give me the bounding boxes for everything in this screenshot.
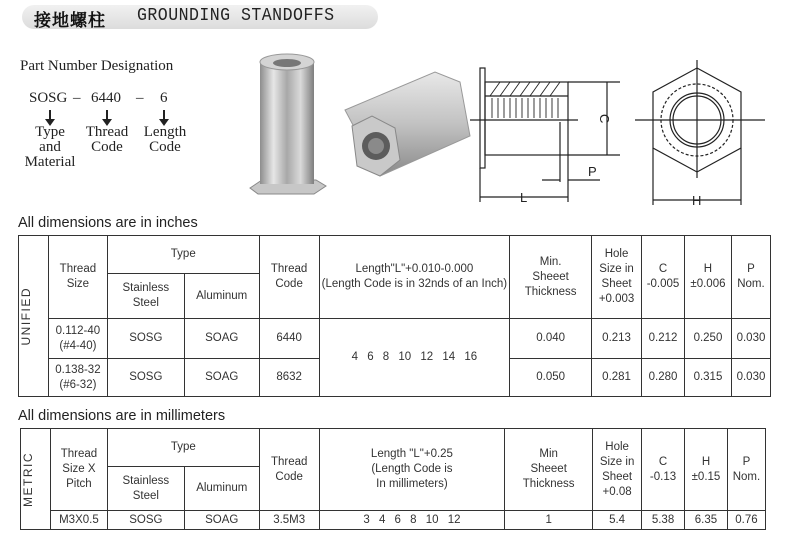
header-h: H ±0.006 (684, 236, 731, 319)
cell-thread-code: 6440 (259, 319, 319, 359)
svg-text:H: H (692, 193, 702, 208)
cell-c: 5.38 (642, 511, 685, 530)
header-length: Length"L"+0.010-0.000 (Length Code is in 32nds of an Inch) (319, 236, 510, 319)
part-number-title: Part Number Designation (20, 58, 174, 74)
pn-separator-2: – (136, 90, 144, 106)
header-stainless: Stainless Steel (107, 467, 184, 511)
pn-label-length: Length Code (143, 124, 187, 155)
cell-p: 0.030 (731, 319, 770, 359)
header-thread-size: Thread Size X Pitch (50, 429, 107, 511)
table-row (19, 319, 771, 359)
header-h: H ±0.15 (685, 429, 728, 511)
header-hole-size: Hole Size in Sheet +0.08 (593, 429, 642, 511)
header-aluminum: Aluminum (184, 467, 259, 511)
arrow-down-icon (106, 110, 108, 120)
standoff-photo (230, 48, 475, 208)
side-label-cell: UNIFIED (19, 236, 49, 397)
cell-h: 0.250 (684, 319, 731, 359)
side-label-cell: METRIC (21, 429, 51, 530)
header-thread-size: Thread Size (48, 236, 107, 319)
header-c: C -0.13 (642, 429, 685, 511)
header-p: P Nom. (731, 236, 770, 319)
cell-aluminum: SOAG (184, 359, 259, 397)
pn-code-type: SOSG (29, 90, 68, 106)
pn-code-thread: 6440 (91, 90, 121, 106)
cell-stainless: SOSG (107, 511, 184, 530)
cell-stainless: SOSG (107, 359, 184, 397)
svg-text:C: C (597, 114, 612, 124)
cell-length-codes: 3 4 6 8 10 12 (319, 511, 505, 530)
header-thread-code: Thread Code (259, 429, 319, 511)
table-row (21, 511, 766, 530)
cell-hole-size: 0.213 (592, 319, 642, 359)
cell-h: 6.35 (685, 511, 728, 530)
cell-thread-size: 0.138-32 (#6-32) (48, 359, 107, 397)
cell-min-sheet: 0.040 (510, 319, 592, 359)
svg-text:P: P (588, 164, 597, 179)
cell-c: 0.280 (642, 359, 685, 397)
arrow-down-icon (49, 110, 51, 120)
header-hole-size: Hole Size in Sheet +0.003 (592, 236, 642, 319)
side-section-drawing (470, 60, 620, 210)
header-p: P Nom. (727, 429, 765, 511)
header-min-sheet: Min. Sheeet Thickness (510, 236, 592, 319)
cell-thread-size: M3X0.5 (50, 511, 107, 530)
arrow-down-icon (163, 110, 165, 120)
cell-hole-size: 5.4 (593, 511, 642, 530)
cell-aluminum: SOAG (184, 511, 259, 530)
header-type: Type (107, 429, 259, 467)
pn-separator-1: – (73, 90, 81, 106)
cell-aluminum: SOAG (184, 319, 259, 359)
hex-end-view-drawing (635, 60, 775, 210)
unified-spec-table (18, 235, 771, 397)
cell-min-sheet: 1 (505, 511, 593, 530)
cell-min-sheet: 0.050 (510, 359, 592, 397)
cell-h: 0.315 (684, 359, 731, 397)
svg-text:L: L (520, 190, 528, 205)
cell-p: 0.76 (727, 511, 765, 530)
header-c: C -0.005 (642, 236, 685, 319)
title-english: GROUNDING STANDOFFS (137, 6, 335, 26)
pn-code-length: 6 (160, 90, 168, 106)
cell-thread-size: 0.112-40 (#4-40) (48, 319, 107, 359)
cell-thread-code: 8632 (259, 359, 319, 397)
header-thread-code: Thread Code (259, 236, 319, 319)
millimeters-note: All dimensions are in millimeters (18, 408, 226, 424)
metric-spec-table (20, 428, 766, 530)
cell-hole-size: 0.281 (592, 359, 642, 397)
header-length: Length "L"+0.25 (Length Code is In millimeters) (319, 429, 505, 511)
cell-stainless: SOSG (107, 319, 184, 359)
inches-note: All dimensions are in inches (18, 215, 198, 231)
pn-label-thread: Thread Code (85, 124, 129, 155)
cell-length-codes: 4 6 8 10 12 14 16 (319, 319, 510, 397)
cell-thread-code: 3.5M3 (259, 511, 319, 530)
header-type: Type (107, 236, 259, 274)
header-aluminum: Aluminum (184, 274, 259, 319)
header-min-sheet: Min Sheeet Thickness (505, 429, 593, 511)
pn-label-type: Type and Material (24, 124, 76, 170)
cell-c: 0.212 (642, 319, 685, 359)
header-stainless: Stainless Steel (107, 274, 184, 319)
title-chinese: 接地螺柱 (34, 11, 106, 31)
cell-p: 0.030 (731, 359, 770, 397)
